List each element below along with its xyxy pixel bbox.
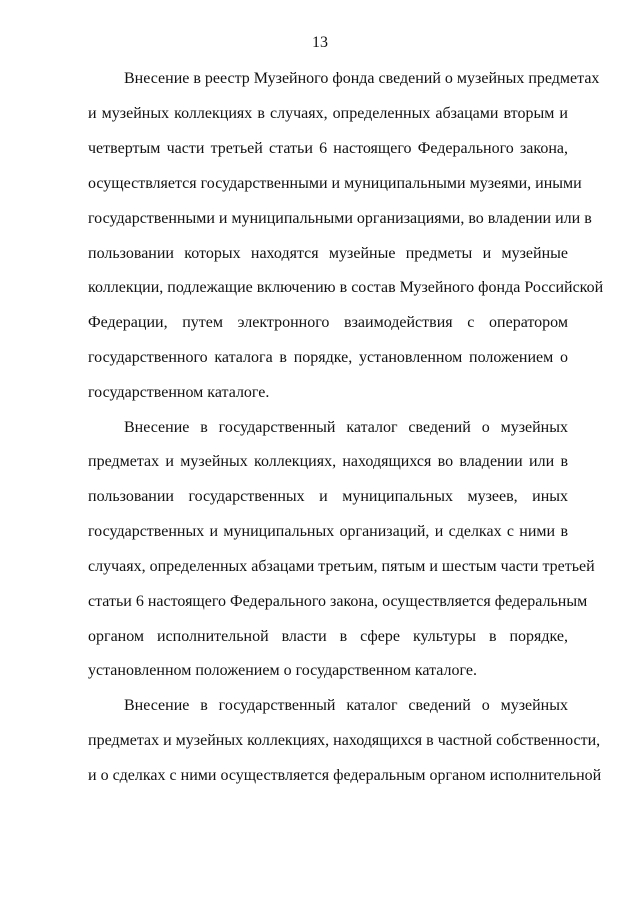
text-line: государственного каталога в порядке, установленном положением о <box>88 349 568 366</box>
text-line: осуществляется государственными и муниципальными музеями, иными <box>88 175 582 192</box>
text-line: предметах и музейных коллекциях, находящихся во владении или в <box>88 453 568 470</box>
text-line: Внесение в государственный каталог сведений о музейных <box>124 419 568 436</box>
text-line: пользовании которых находятся музейные предметы и музейные <box>88 245 568 262</box>
text-line: Внесение в реестр Музейного фонда сведений о музейных предметах <box>124 70 600 87</box>
text-line: Федерации, путем электронного взаимодействия с оператором <box>88 314 568 331</box>
text-line: органом исполнительной власти в сфере культуры в порядке, <box>88 628 568 645</box>
text-line: государственном каталоге. <box>88 384 270 401</box>
text-line: государственных и муниципальных организаций, и сделках с ними в <box>88 523 568 540</box>
text-line: Внесение в государственный каталог сведений о музейных <box>124 697 568 714</box>
text-line: случаях, определенных абзацами третьим, пятым и шестым части третьей <box>88 558 595 575</box>
text-line: и о сделках с ними осуществляется федеральным органом исполнительной <box>88 767 602 784</box>
text-line: государственными и муниципальными организациями, во владении или в <box>88 210 592 227</box>
text-line: коллекции, подлежащие включению в состав Музейного фонда Российской <box>88 279 604 296</box>
text-line: статьи 6 настоящего Федерального закона, осуществляется федеральным <box>88 593 588 610</box>
text-line: и музейных коллекциях в случаях, определенных абзацами вторым и <box>88 105 568 122</box>
page-number: 13 <box>312 34 328 51</box>
text-line: установленном положением о государственном каталоге. <box>88 662 477 679</box>
text-line: четвертым части третьей статьи 6 настоящего Федерального закона, <box>88 140 568 157</box>
text-line: пользовании государственных и муниципальных музеев, иных <box>88 488 568 505</box>
text-line: предметах и музейных коллекциях, находящихся в частной собственности, <box>88 732 601 749</box>
